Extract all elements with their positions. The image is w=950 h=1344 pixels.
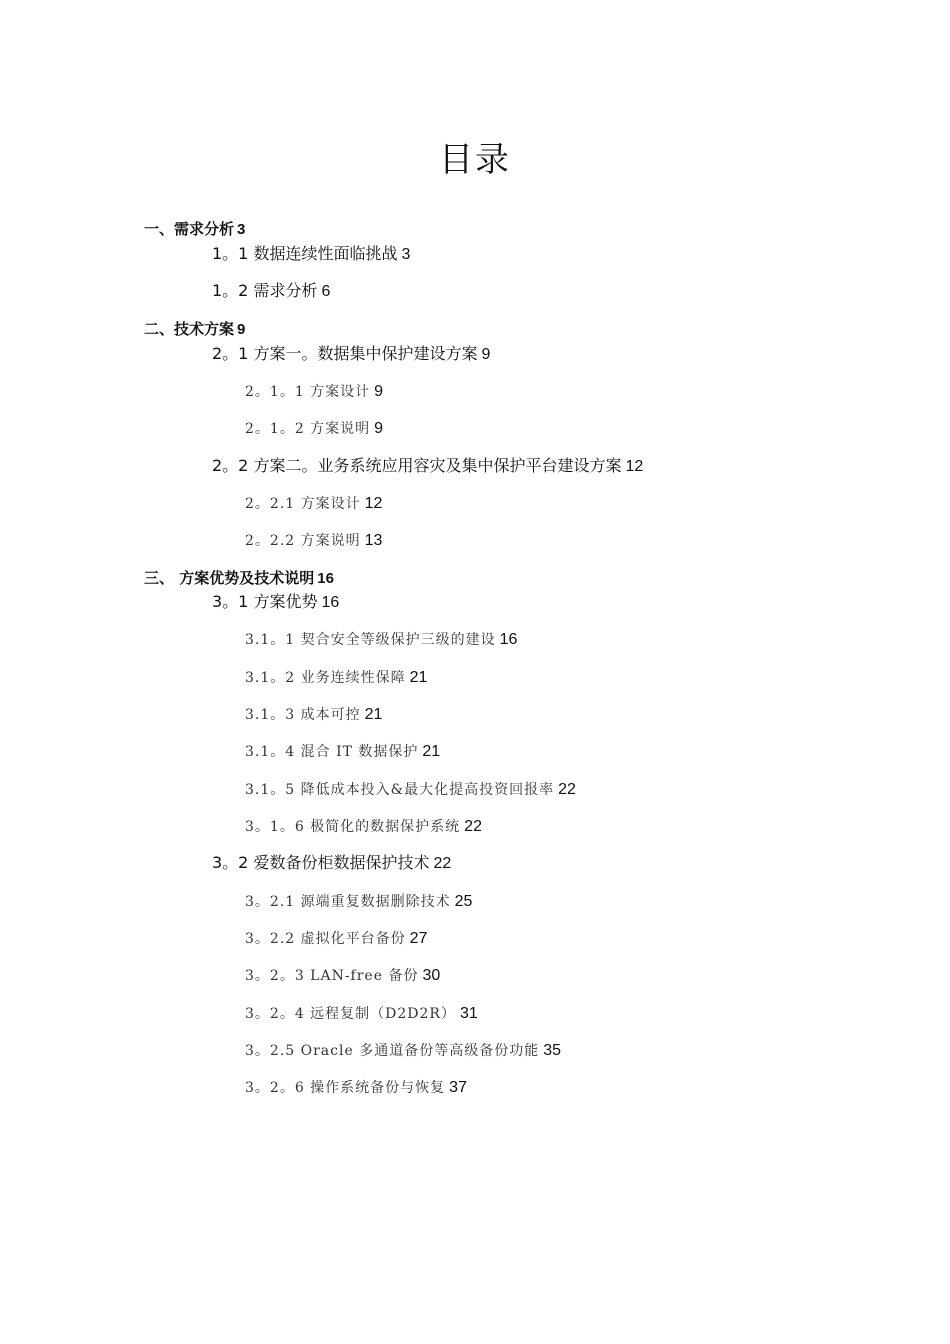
- toc-entry-page: 30: [422, 967, 441, 984]
- toc-entry-3-1-2[interactable]: [245, 666, 427, 689]
- toc-entry-2-1-1[interactable]: [245, 380, 383, 403]
- toc-entry-page: 13: [364, 532, 383, 549]
- toc-entry-page: 21: [409, 669, 428, 686]
- toc-entry-3[interactable]: [144, 567, 334, 590]
- toc-entry-1-2[interactable]: [212, 280, 330, 303]
- toc-entry-page: 6: [321, 283, 331, 300]
- toc-entry-text: 2。1。2 方案说明: [245, 421, 371, 437]
- toc-entry-text: 二、技术方案: [144, 320, 235, 338]
- toc-entry-page: 27: [409, 930, 428, 947]
- toc-entry-page: 9: [237, 321, 246, 338]
- toc-entry-page: 3: [237, 221, 246, 238]
- toc-entry-page: 16: [317, 570, 334, 587]
- toc-entry-page: 16: [321, 594, 340, 611]
- toc-entry-3-1-3[interactable]: [245, 703, 382, 726]
- toc-entry-text: 2。1 方案一。数据集中保护建设方案: [212, 344, 478, 363]
- toc-entry-text: 1。2 需求分析: [212, 281, 318, 300]
- toc-entry-text: 3。2.5 Oracle 多通道备份等高级备份功能: [245, 1043, 540, 1059]
- toc-entry-text: 3.1。3 成本可控: [245, 707, 361, 723]
- toc-entry-page: 16: [499, 631, 518, 648]
- toc-entry-text: 3。2。6 操作系统备份与恢复: [245, 1080, 446, 1096]
- toc-entry-text: 3。2.1 源端重复数据删除技术: [245, 894, 451, 910]
- toc-entry-3-2-1[interactable]: [245, 890, 472, 913]
- toc-entry-text: 一、需求分析: [144, 220, 235, 238]
- toc-entry-2-2-2[interactable]: [245, 529, 382, 552]
- toc-entry-page: 22: [433, 855, 452, 872]
- toc-entry-text: 3。2 爱数备份柜数据保护技术: [212, 853, 430, 872]
- toc-entry-2-2-1[interactable]: [245, 492, 382, 515]
- toc-entry-page: 31: [459, 1005, 478, 1022]
- toc-entry-2[interactable]: [144, 318, 245, 341]
- toc-entry-text: 3.1。1 契合安全等级保护三级的建设: [245, 632, 496, 648]
- toc-entry-3-1-4[interactable]: [245, 740, 440, 763]
- toc-entry-3-2-5[interactable]: [245, 1039, 561, 1062]
- toc-entry-3-2-6[interactable]: [245, 1076, 467, 1099]
- toc-entry-2-1-2[interactable]: [245, 417, 383, 440]
- toc-entry-page: 37: [449, 1079, 467, 1096]
- toc-entry-page: 9: [481, 346, 491, 363]
- toc-entry-3-2-2[interactable]: [245, 927, 427, 950]
- toc-entry-page: 3: [401, 246, 411, 263]
- toc-entry-text: 3。2。4 远程复制（D2D2R）: [245, 1006, 456, 1022]
- toc-entry-text: 2。1。1 方案设计: [245, 384, 371, 400]
- toc-entry-3-2-4[interactable]: [245, 1002, 478, 1025]
- toc-entry-text: 3。2。3 LAN-free 备份: [245, 968, 419, 984]
- toc-entry-text: 3。1。6 极简化的数据保护系统: [245, 819, 461, 835]
- toc-entry-3-2[interactable]: [212, 852, 451, 875]
- toc-entry-page: 12: [625, 458, 644, 475]
- toc-entry-2-1[interactable]: [212, 343, 490, 366]
- page-title: 目录: [439, 140, 511, 180]
- toc-entry-1-1[interactable]: [212, 243, 410, 266]
- toc-entry-page: 22: [558, 781, 576, 798]
- toc-entry-3-1-1[interactable]: [245, 628, 517, 651]
- toc-entry-text: 2。2 方案二。业务系统应用容灾及集中保护平台建设方案: [212, 456, 622, 475]
- toc-entry-text: 三、 方案优势及技术说明: [144, 569, 315, 587]
- toc-entry-page: 9: [374, 383, 384, 400]
- toc-entry-page: 22: [464, 818, 482, 835]
- toc-entry-page: 35: [543, 1042, 561, 1059]
- toc-entry-text: 3.1。2 业务连续性保障: [245, 670, 406, 686]
- toc-entry-text: 3。2.2 虚拟化平台备份: [245, 931, 406, 947]
- toc-entry-3-1-5[interactable]: [245, 778, 576, 801]
- toc-entry-text: 3.1。4 混合 IT 数据保护: [245, 744, 419, 760]
- toc-entry-3-2-3[interactable]: [245, 964, 440, 987]
- toc-entry-page: 25: [454, 893, 473, 910]
- toc-entry-page: 9: [374, 420, 384, 437]
- toc-entry-page: 21: [422, 743, 441, 760]
- toc-entry-2-2[interactable]: [212, 455, 643, 478]
- toc-entry-text: 1。1 数据连续性面临挑战: [212, 244, 398, 263]
- toc-entry-1[interactable]: [144, 218, 245, 241]
- toc-entry-page: 21: [364, 706, 383, 723]
- toc-entry-text: 3.1。5 降低成本投入&最大化提高投资回报率: [245, 782, 555, 798]
- toc-entry-text: 2。2.1 方案设计: [245, 496, 361, 512]
- toc-entry-text: 2。2.2 方案说明: [245, 533, 361, 549]
- toc-entry-text: 3。1 方案优势: [212, 592, 318, 611]
- toc-entry-page: 12: [364, 495, 383, 512]
- toc-entry-3-1-6[interactable]: [245, 815, 482, 838]
- toc-entry-3-1[interactable]: [212, 591, 339, 614]
